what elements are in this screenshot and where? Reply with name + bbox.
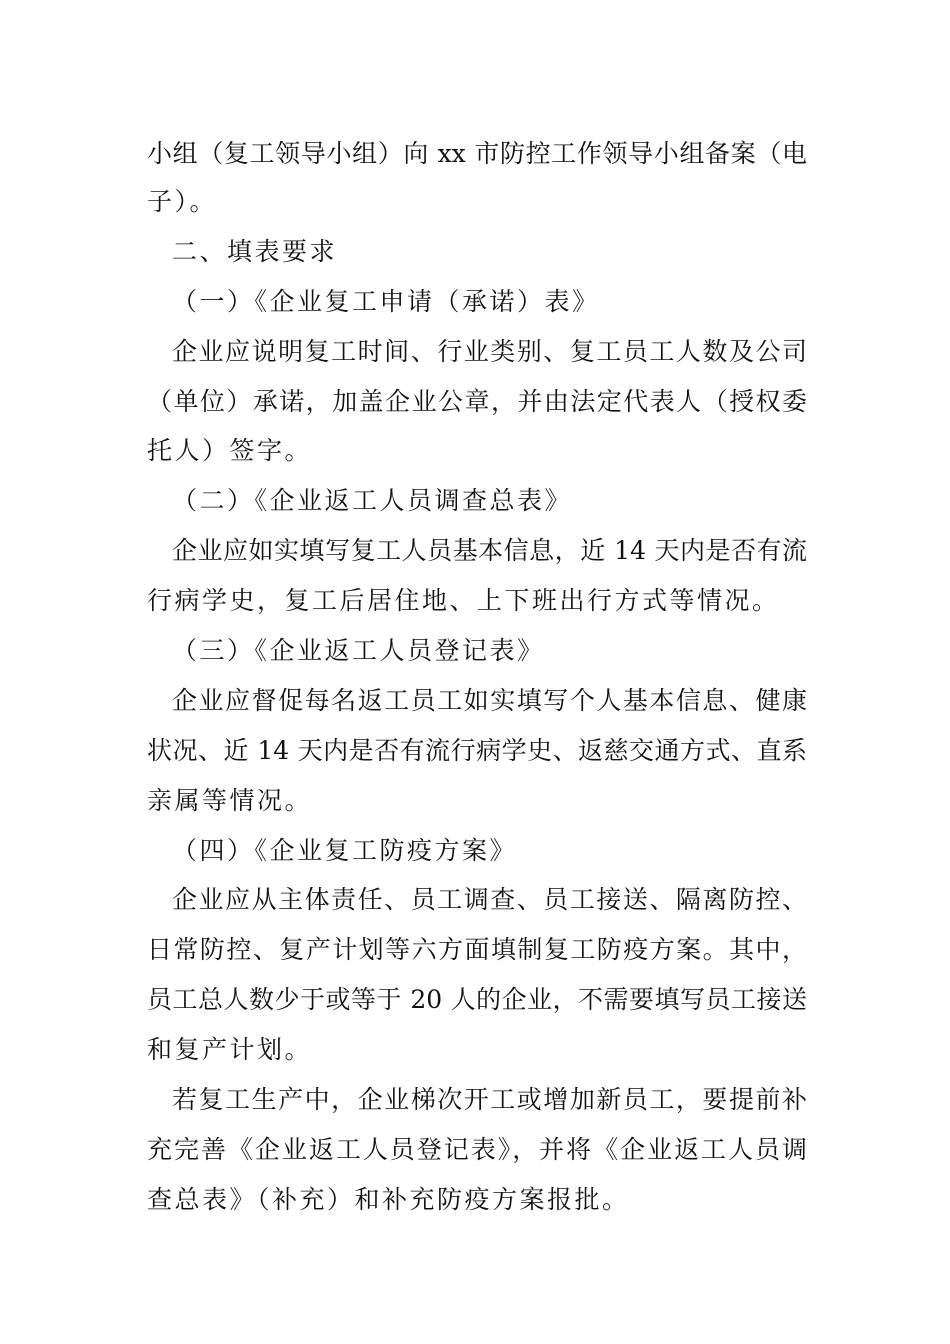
paragraph-line: 若复工生产中，企业梯次开工或增加新员工，要提前补 (172, 1085, 807, 1114)
paragraph-line: 企业应说明复工时间、行业类别、复工员工人数及公司 (172, 337, 807, 366)
paragraph-line: 企业应督促每名返工员工如实填写个人基本信息、健康 (172, 686, 807, 715)
paragraph-line: 充完善《企业返工人员登记表》，并将《企业返工人员调 (147, 1135, 807, 1164)
paragraph-line: 日常防控、复产计划等六方面填制复工防疫方案。其中， (147, 935, 807, 964)
paragraph-line: 行病学史，复工后居住地、上下班出行方式等情况。 (147, 586, 780, 615)
subsection-heading: （三）《企业返工人员登记表》 (172, 636, 545, 665)
paragraph-line: 亲属等情况。 (147, 786, 313, 815)
paragraph-line: 子）。 (147, 187, 218, 216)
subsection-heading: （二）《企业返工人员调查总表》 (172, 486, 573, 515)
subsection-heading: （一）《企业复工申请（承诺）表》 (172, 287, 600, 316)
subsection-heading: （四）《企业复工防疫方案》 (172, 836, 518, 865)
paragraph-line: 企业应如实填写复工人员基本信息，近 14 天内是否有流 (172, 536, 807, 565)
paragraph-line: 状况、近 14 天内是否有流行病学史、返慈交通方式、直系 (147, 736, 807, 765)
paragraph-line: 员工总人数少于或等于 20 人的企业，不需要填写员工接送 (147, 985, 807, 1014)
paragraph-line: 查总表》（补充）和补充防疫方案报批。 (147, 1185, 630, 1214)
section-heading: 二、填表要求 (172, 237, 338, 266)
paragraph-line: （单位）承诺，加盖企业公章，并由法定代表人（授权委 (147, 387, 807, 416)
paragraph-line: 和复产计划。 (147, 1035, 313, 1064)
paragraph-line: 小组（复工领导小组）向 xx 市防控工作领导小组备案（电 (147, 139, 807, 168)
paragraph-line: 托人）签字。 (147, 436, 313, 465)
paragraph-line: 企业应从主体责任、员工调查、员工接送、隔离防控、 (172, 885, 807, 914)
